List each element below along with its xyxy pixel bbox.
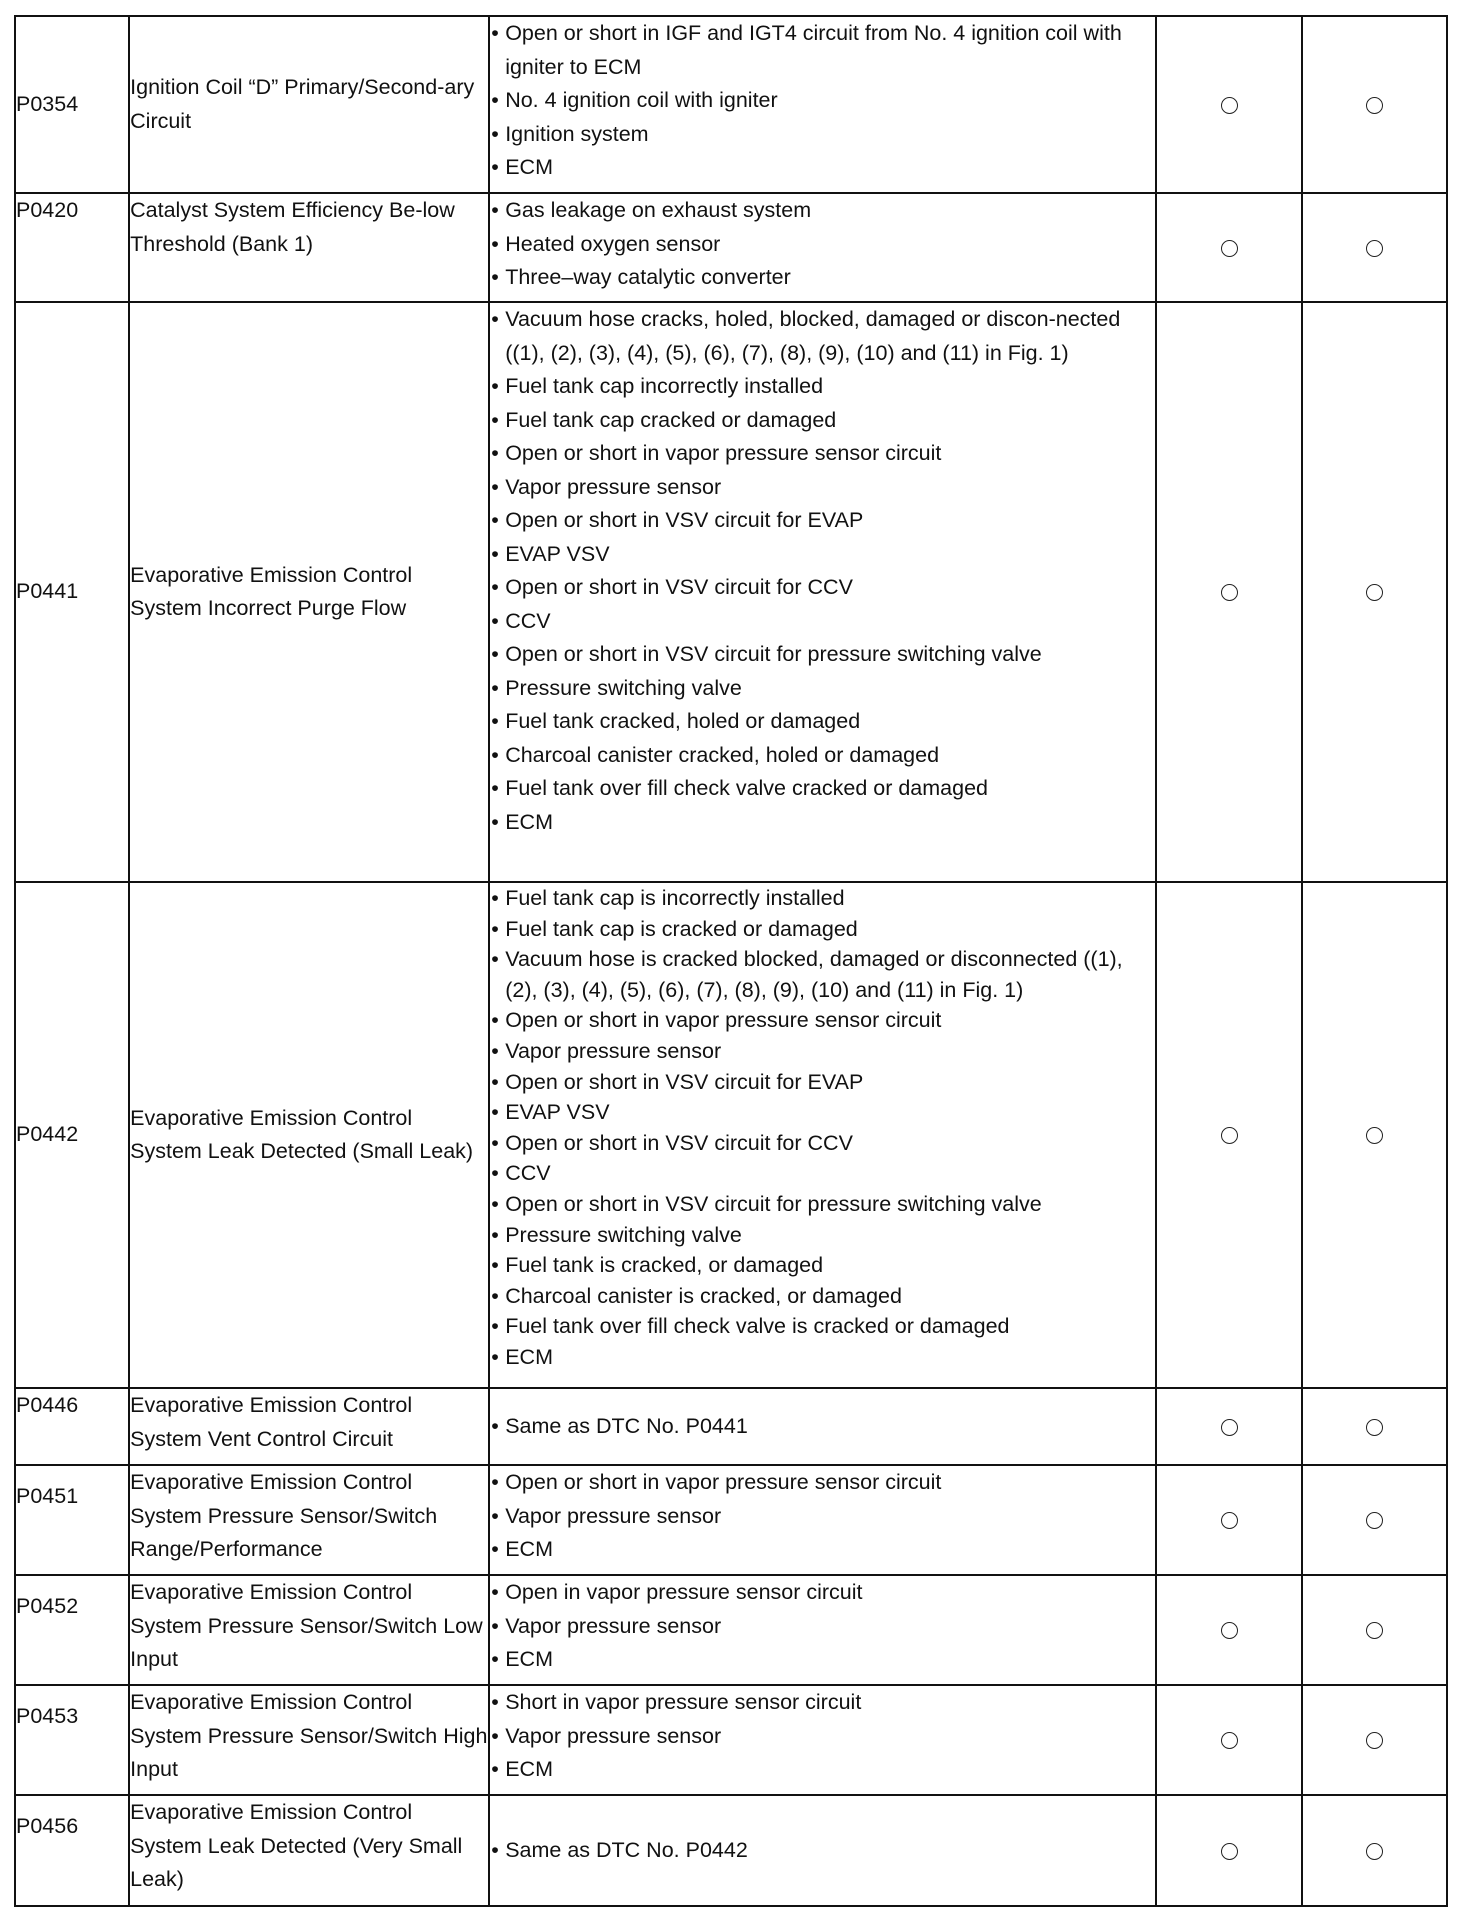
dtc-code: P0420 bbox=[15, 193, 129, 302]
trouble-area bbox=[489, 1465, 1156, 1575]
trouble-area-item: • Fuel tank is cracked, or damaged bbox=[490, 1250, 1155, 1281]
memory-mark bbox=[1302, 1795, 1447, 1906]
trouble-area-item: • ECM bbox=[490, 151, 1155, 185]
trouble-area-item: • No. 4 ignition coil with igniter bbox=[490, 84, 1155, 118]
trouble-area-item: • EVAP VSV bbox=[490, 538, 1155, 572]
circle-mark-icon bbox=[1366, 1732, 1383, 1749]
circle-mark-icon bbox=[1366, 1419, 1383, 1436]
detection-item: Evaporative Emission Control System Leak Detected (Very Small Leak) bbox=[129, 1795, 489, 1906]
dtc-code: P0354 bbox=[15, 16, 129, 193]
trouble-area-item: • Open or short in VSV circuit for pressure switching valve bbox=[490, 1189, 1155, 1220]
circle-mark-icon bbox=[1366, 584, 1383, 601]
memory-mark bbox=[1302, 1388, 1447, 1465]
trouble-area-item: • Vacuum hose is cracked blocked, damaged or disconnected ((1), (2), (3), (4), (5), (6), (7), (8), (9), (10) and (11) in Fig. 1) bbox=[490, 944, 1155, 1005]
table-row bbox=[15, 1575, 1447, 1685]
trouble-area-item: • ECM bbox=[490, 1533, 1155, 1567]
mil-mark bbox=[1156, 193, 1301, 302]
circle-mark-icon bbox=[1366, 240, 1383, 257]
trouble-area-item: • Same as DTC No. P0441 bbox=[490, 1410, 1155, 1444]
detection-item: Evaporative Emission Control System Pressure Sensor/Switch High Input bbox=[129, 1685, 489, 1795]
mil-mark bbox=[1156, 1465, 1301, 1575]
trouble-area-item: • Fuel tank cap is cracked or damaged bbox=[490, 914, 1155, 945]
trouble-area-item: • CCV bbox=[490, 1158, 1155, 1189]
detection-item: Evaporative Emission Control System Pressure Sensor/Switch Low Input bbox=[129, 1575, 489, 1685]
trouble-area bbox=[489, 16, 1156, 193]
trouble-area-item: • Open or short in VSV circuit for EVAP bbox=[490, 504, 1155, 538]
trouble-area-item: • Open or short in vapor pressure sensor circuit bbox=[490, 1466, 1155, 1500]
dtc-code: P0451 bbox=[15, 1465, 129, 1575]
detection-item: Evaporative Emission Control System Vent Control Circuit bbox=[129, 1388, 489, 1465]
trouble-area-item: • Heated oxygen sensor bbox=[490, 228, 1155, 262]
trouble-area-item: • Vapor pressure sensor bbox=[490, 1610, 1155, 1644]
trouble-area-item: • Fuel tank cap incorrectly installed bbox=[490, 370, 1155, 404]
trouble-area-item: • Fuel tank over fill check valve cracked or damaged bbox=[490, 772, 1155, 806]
circle-mark-icon bbox=[1366, 1512, 1383, 1529]
table-row bbox=[15, 1465, 1447, 1575]
trouble-area-item: • Open or short in VSV circuit for CCV bbox=[490, 1128, 1155, 1159]
circle-mark-icon bbox=[1221, 1622, 1238, 1639]
circle-mark-icon bbox=[1366, 1843, 1383, 1860]
memory-mark bbox=[1302, 1685, 1447, 1795]
trouble-area-item: • Charcoal canister is cracked, or damaged bbox=[490, 1281, 1155, 1312]
trouble-area-item: • Three–way catalytic converter bbox=[490, 261, 1155, 295]
trouble-area bbox=[489, 882, 1156, 1388]
trouble-area-item: • Open or short in VSV circuit for pressure switching valve bbox=[490, 638, 1155, 672]
table-row bbox=[15, 1685, 1447, 1795]
dtc-code: P0452 bbox=[15, 1575, 129, 1685]
circle-mark-icon bbox=[1221, 584, 1238, 601]
dtc-code: P0442 bbox=[15, 882, 129, 1388]
trouble-area bbox=[489, 193, 1156, 302]
circle-mark-icon bbox=[1366, 1622, 1383, 1639]
mil-mark bbox=[1156, 302, 1301, 882]
trouble-area-item: • Vacuum hose cracks, holed, blocked, damaged or discon-nected ((1), (2), (3), (4), (5), (6), (7), (8), (9), (10) and (11) in Fig. 1) bbox=[490, 303, 1155, 370]
trouble-area-item: • Open or short in VSV circuit for EVAP bbox=[490, 1067, 1155, 1098]
memory-mark bbox=[1302, 193, 1447, 302]
trouble-area-item: • ECM bbox=[490, 1753, 1155, 1787]
trouble-area-item: • ECM bbox=[490, 806, 1155, 840]
detection-item: Evaporative Emission Control System Incorrect Purge Flow bbox=[129, 302, 489, 882]
detection-item: Evaporative Emission Control System Leak Detected (Small Leak) bbox=[129, 882, 489, 1388]
circle-mark-icon bbox=[1366, 1127, 1383, 1144]
circle-mark-icon bbox=[1221, 1127, 1238, 1144]
mil-mark bbox=[1156, 16, 1301, 193]
trouble-area-item: • Fuel tank cracked, holed or damaged bbox=[490, 705, 1155, 739]
trouble-area bbox=[489, 302, 1156, 882]
trouble-area bbox=[489, 1388, 1156, 1465]
trouble-area-item: • ECM bbox=[490, 1342, 1155, 1373]
dtc-code: P0453 bbox=[15, 1685, 129, 1795]
circle-mark-icon bbox=[1221, 97, 1238, 114]
detection-item: Ignition Coil “D” Primary/Second-ary Circuit bbox=[129, 16, 489, 193]
trouble-area-item: • CCV bbox=[490, 605, 1155, 639]
detection-item: Evaporative Emission Control System Pressure Sensor/Switch Range/Performance bbox=[129, 1465, 489, 1575]
mil-mark bbox=[1156, 1685, 1301, 1795]
circle-mark-icon bbox=[1221, 1419, 1238, 1436]
trouble-area-item: • Open or short in vapor pressure sensor circuit bbox=[490, 437, 1155, 471]
trouble-area-item: • Pressure switching valve bbox=[490, 672, 1155, 706]
circle-mark-icon bbox=[1221, 1732, 1238, 1749]
dtc-table bbox=[14, 15, 1448, 1907]
trouble-area-item: • Open or short in vapor pressure sensor circuit bbox=[490, 1005, 1155, 1036]
table-row bbox=[15, 193, 1447, 302]
circle-mark-icon bbox=[1366, 97, 1383, 114]
trouble-area-item: • Fuel tank cap is incorrectly installed bbox=[490, 883, 1155, 914]
memory-mark bbox=[1302, 302, 1447, 882]
circle-mark-icon bbox=[1221, 1512, 1238, 1529]
trouble-area-item: • ECM bbox=[490, 1643, 1155, 1677]
trouble-area-item: • Vapor pressure sensor bbox=[490, 1720, 1155, 1754]
trouble-area-item: • Fuel tank cap cracked or damaged bbox=[490, 404, 1155, 438]
trouble-area-item: • Pressure switching valve bbox=[490, 1220, 1155, 1251]
mil-mark bbox=[1156, 1575, 1301, 1685]
dtc-code: P0456 bbox=[15, 1795, 129, 1906]
trouble-area-item: • Vapor pressure sensor bbox=[490, 1036, 1155, 1067]
trouble-area-item: • Vapor pressure sensor bbox=[490, 471, 1155, 505]
memory-mark bbox=[1302, 1465, 1447, 1575]
memory-mark bbox=[1302, 882, 1447, 1388]
trouble-area-item: • EVAP VSV bbox=[490, 1097, 1155, 1128]
table-row bbox=[15, 1388, 1447, 1465]
table-row bbox=[15, 882, 1447, 1388]
table-row bbox=[15, 16, 1447, 193]
memory-mark bbox=[1302, 16, 1447, 193]
mil-mark bbox=[1156, 882, 1301, 1388]
trouble-area-item: • Ignition system bbox=[490, 118, 1155, 152]
trouble-area bbox=[489, 1795, 1156, 1906]
trouble-area-item: • Short in vapor pressure sensor circuit bbox=[490, 1686, 1155, 1720]
trouble-area bbox=[489, 1685, 1156, 1795]
dtc-code: P0441 bbox=[15, 302, 129, 882]
trouble-area-item: • Open in vapor pressure sensor circuit bbox=[490, 1576, 1155, 1610]
mil-mark bbox=[1156, 1388, 1301, 1465]
table-row bbox=[15, 302, 1447, 882]
trouble-area bbox=[489, 1575, 1156, 1685]
trouble-area-item: • Open or short in VSV circuit for CCV bbox=[490, 571, 1155, 605]
memory-mark bbox=[1302, 1575, 1447, 1685]
dtc-code: P0446 bbox=[15, 1388, 129, 1465]
circle-mark-icon bbox=[1221, 240, 1238, 257]
detection-item: Catalyst System Efficiency Be-low Threshold (Bank 1) bbox=[129, 193, 489, 302]
trouble-area-item: • Gas leakage on exhaust system bbox=[490, 194, 1155, 228]
trouble-area-item: • Open or short in IGF and IGT4 circuit from No. 4 ignition coil with igniter to ECM bbox=[490, 17, 1155, 84]
circle-mark-icon bbox=[1221, 1843, 1238, 1860]
trouble-area-item: • Same as DTC No. P0442 bbox=[490, 1834, 1155, 1868]
table-row bbox=[15, 1795, 1447, 1906]
trouble-area-item: • Fuel tank over fill check valve is cracked or damaged bbox=[490, 1311, 1155, 1342]
mil-mark bbox=[1156, 1795, 1301, 1906]
trouble-area-item: • Charcoal canister cracked, holed or damaged bbox=[490, 739, 1155, 773]
trouble-area-item: • Vapor pressure sensor bbox=[490, 1500, 1155, 1534]
